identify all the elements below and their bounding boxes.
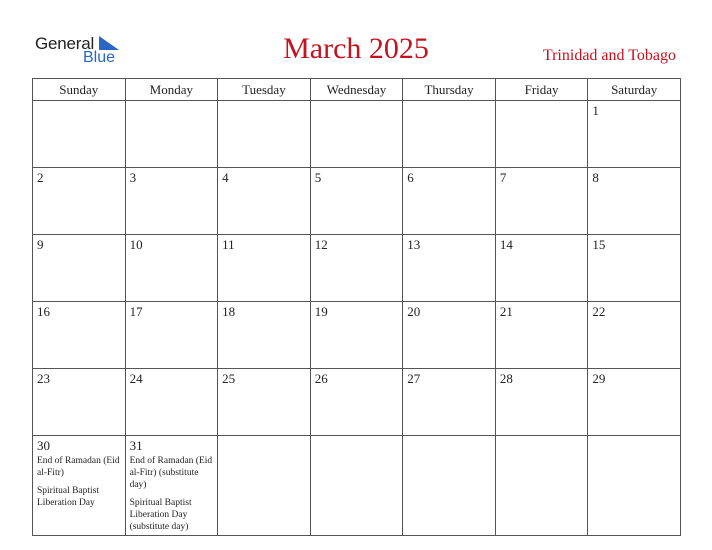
day-cell xyxy=(218,436,311,536)
day-number: 31 xyxy=(129,438,143,453)
logo-text-blue: Blue xyxy=(83,49,116,66)
day-number: 2 xyxy=(37,170,44,185)
week-row xyxy=(33,101,681,168)
holiday-label: End of Ramadan (Eid al-Fitr) (substitute day) xyxy=(129,456,213,490)
day-cell xyxy=(218,168,311,235)
day-cell xyxy=(495,369,588,436)
day-number: 23 xyxy=(37,371,50,386)
day-cell xyxy=(588,436,681,536)
day-cell xyxy=(403,302,496,369)
day-cell xyxy=(403,369,496,436)
day-cell xyxy=(588,302,681,369)
weekday-header: Saturday xyxy=(588,79,681,101)
day-cell xyxy=(495,168,588,235)
day-cell xyxy=(33,302,126,369)
day-cell xyxy=(125,369,218,436)
day-cell xyxy=(588,235,681,302)
day-number: 28 xyxy=(499,371,513,386)
day-cell xyxy=(33,369,126,436)
day-number: 16 xyxy=(37,304,50,319)
day-cell xyxy=(310,369,403,436)
weekday-header: Tuesday xyxy=(218,79,311,101)
weekday-header: Wednesday xyxy=(310,79,403,101)
day-cell xyxy=(33,235,126,302)
day-number: 24 xyxy=(129,371,143,386)
day-cell xyxy=(310,302,403,369)
day-number: 22 xyxy=(592,304,606,319)
day-cell xyxy=(33,101,126,168)
day-cell xyxy=(33,168,126,235)
day-cell xyxy=(125,302,218,369)
day-number: 12 xyxy=(314,237,328,252)
day-number: 30 xyxy=(37,438,50,453)
day-number: 13 xyxy=(407,237,421,252)
day-cell xyxy=(310,168,403,235)
day-cell xyxy=(588,168,681,235)
holiday-label: Spiritual Baptist Liberation Day (substitute day) xyxy=(129,498,192,532)
weekday-header-row xyxy=(33,79,681,101)
day-cell xyxy=(125,436,218,536)
day-cell xyxy=(125,101,218,168)
week-row xyxy=(33,168,681,235)
day-cell xyxy=(588,101,681,168)
day-number: 10 xyxy=(129,237,143,252)
day-number: 17 xyxy=(129,304,143,319)
day-number: 14 xyxy=(499,237,513,252)
day-cell xyxy=(495,235,588,302)
day-cell xyxy=(310,436,403,536)
day-cell xyxy=(403,101,496,168)
day-number: 18 xyxy=(222,304,236,319)
week-row xyxy=(33,369,681,436)
weekday-header: Friday xyxy=(495,79,588,101)
day-number: 3 xyxy=(129,170,137,185)
day-number: 15 xyxy=(592,237,606,252)
day-number: 27 xyxy=(407,371,421,386)
day-number: 5 xyxy=(314,170,322,185)
day-number: 21 xyxy=(499,304,513,319)
day-number: 8 xyxy=(592,170,599,185)
weekday-header: Sunday xyxy=(33,79,126,101)
day-number: 7 xyxy=(499,170,507,185)
day-number: 1 xyxy=(592,103,599,118)
day-cell xyxy=(588,369,681,436)
day-number: 4 xyxy=(222,170,229,185)
day-cell xyxy=(310,235,403,302)
day-number: 6 xyxy=(407,170,414,185)
day-number: 25 xyxy=(222,371,236,386)
day-number: 29 xyxy=(592,371,606,386)
day-number: 11 xyxy=(222,237,235,252)
week-row xyxy=(33,436,681,536)
week-row xyxy=(33,235,681,302)
day-cell xyxy=(33,436,126,536)
weekday-header: Monday xyxy=(125,79,218,101)
day-cell xyxy=(218,235,311,302)
holiday-label: Spiritual Baptist Liberation Day xyxy=(37,486,100,508)
day-cell xyxy=(218,101,311,168)
day-cell xyxy=(125,235,218,302)
page-title: March 2025 xyxy=(283,32,429,65)
weekday-header: Thursday xyxy=(403,79,496,101)
day-number: 19 xyxy=(314,304,328,319)
week-row xyxy=(33,302,681,369)
holiday-label: End of Ramadan (Eid al-Fitr) xyxy=(37,456,120,478)
day-cell xyxy=(125,168,218,235)
day-number: 20 xyxy=(407,304,421,319)
day-cell xyxy=(403,235,496,302)
logo-text-general: General xyxy=(35,34,95,53)
day-number: 9 xyxy=(37,237,44,252)
day-cell xyxy=(218,369,311,436)
calendar-grid xyxy=(32,78,681,536)
day-number: 26 xyxy=(314,371,328,386)
day-cell xyxy=(403,436,496,536)
day-cell xyxy=(310,101,403,168)
day-cell xyxy=(495,101,588,168)
day-cell xyxy=(495,436,588,536)
day-cell xyxy=(218,302,311,369)
day-cell xyxy=(495,302,588,369)
day-cell xyxy=(403,168,496,235)
country-name: Trinidad and Tobago xyxy=(542,47,676,64)
